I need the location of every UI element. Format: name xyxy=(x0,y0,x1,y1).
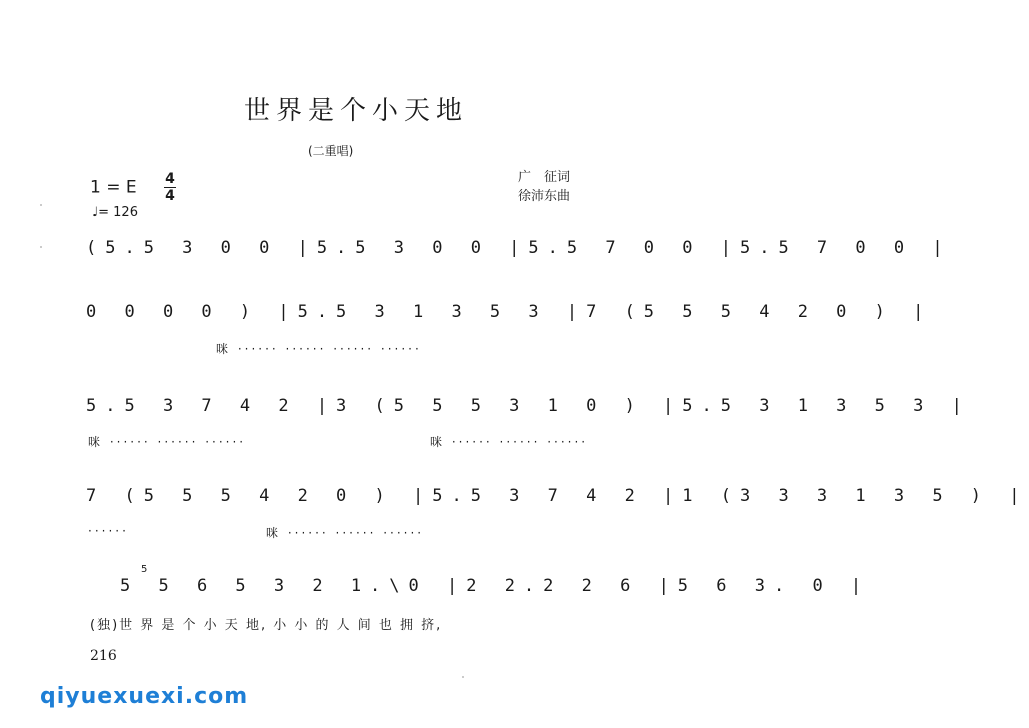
credits xyxy=(518,168,570,206)
composer-credit: 徐沛东曲 xyxy=(518,189,571,204)
time-signature xyxy=(164,172,176,203)
time-bottom: 4 xyxy=(165,188,175,204)
lyricist-credit: 广 征词 xyxy=(518,170,571,185)
lyric-line-4: ······ xyxy=(88,524,129,538)
song-subtitle: (二重唱) xyxy=(308,144,354,158)
tempo-marking: ♩= 126 xyxy=(92,205,138,220)
lyric-line-1: 咪 ······ ······ ······ ······ xyxy=(216,342,422,356)
lyric-line-3: 咪 ······ ······ ······ xyxy=(430,435,589,449)
lyric-line-2: 咪 ······ ······ ······ xyxy=(88,435,247,449)
key-signature xyxy=(90,172,176,203)
time-top: 4 xyxy=(165,171,175,187)
page-number: 216 xyxy=(90,648,117,664)
music-line-2: 0 0 0 0 ) |5.5 3 1 3 5 3 |7 (5 5 5 4 2 0 ) | xyxy=(86,302,933,322)
scan-speck xyxy=(40,204,42,206)
key-label: 1 = E xyxy=(90,177,137,198)
music-line-1: (5.5 3 0 0 |5.5 3 0 0 |5.5 7 0 0 |5.5 7 0 0 | xyxy=(86,238,952,258)
scan-speck xyxy=(462,676,464,678)
lyric-line-6: (独)世 界 是 个 小 天 地, 小 小 的 人 间 也 拥 挤, xyxy=(90,618,443,633)
music-line-3: 5.5 3 7 4 2 |3 (5 5 5 3 1 0 ) |5.5 3 1 3 5 3 | xyxy=(86,396,971,416)
music-line-4: 7 (5 5 5 4 2 0 ) |5.5 3 7 4 2 |1 (3 3 3 1 3 5 ) | xyxy=(86,486,1029,506)
music-line-5: 5 5 6 5 3 2 1.\0 |2 2.2 2 6 |5 6 3. 0 | xyxy=(120,576,871,596)
site-watermark: qiyuexuexi.com xyxy=(40,684,249,709)
grace-note: 5 xyxy=(141,564,148,575)
scan-speck xyxy=(40,246,42,248)
lyric-line-5: 咪 ······ ······ ······ xyxy=(266,526,425,540)
song-title: 世界是个小天地 xyxy=(244,96,469,126)
